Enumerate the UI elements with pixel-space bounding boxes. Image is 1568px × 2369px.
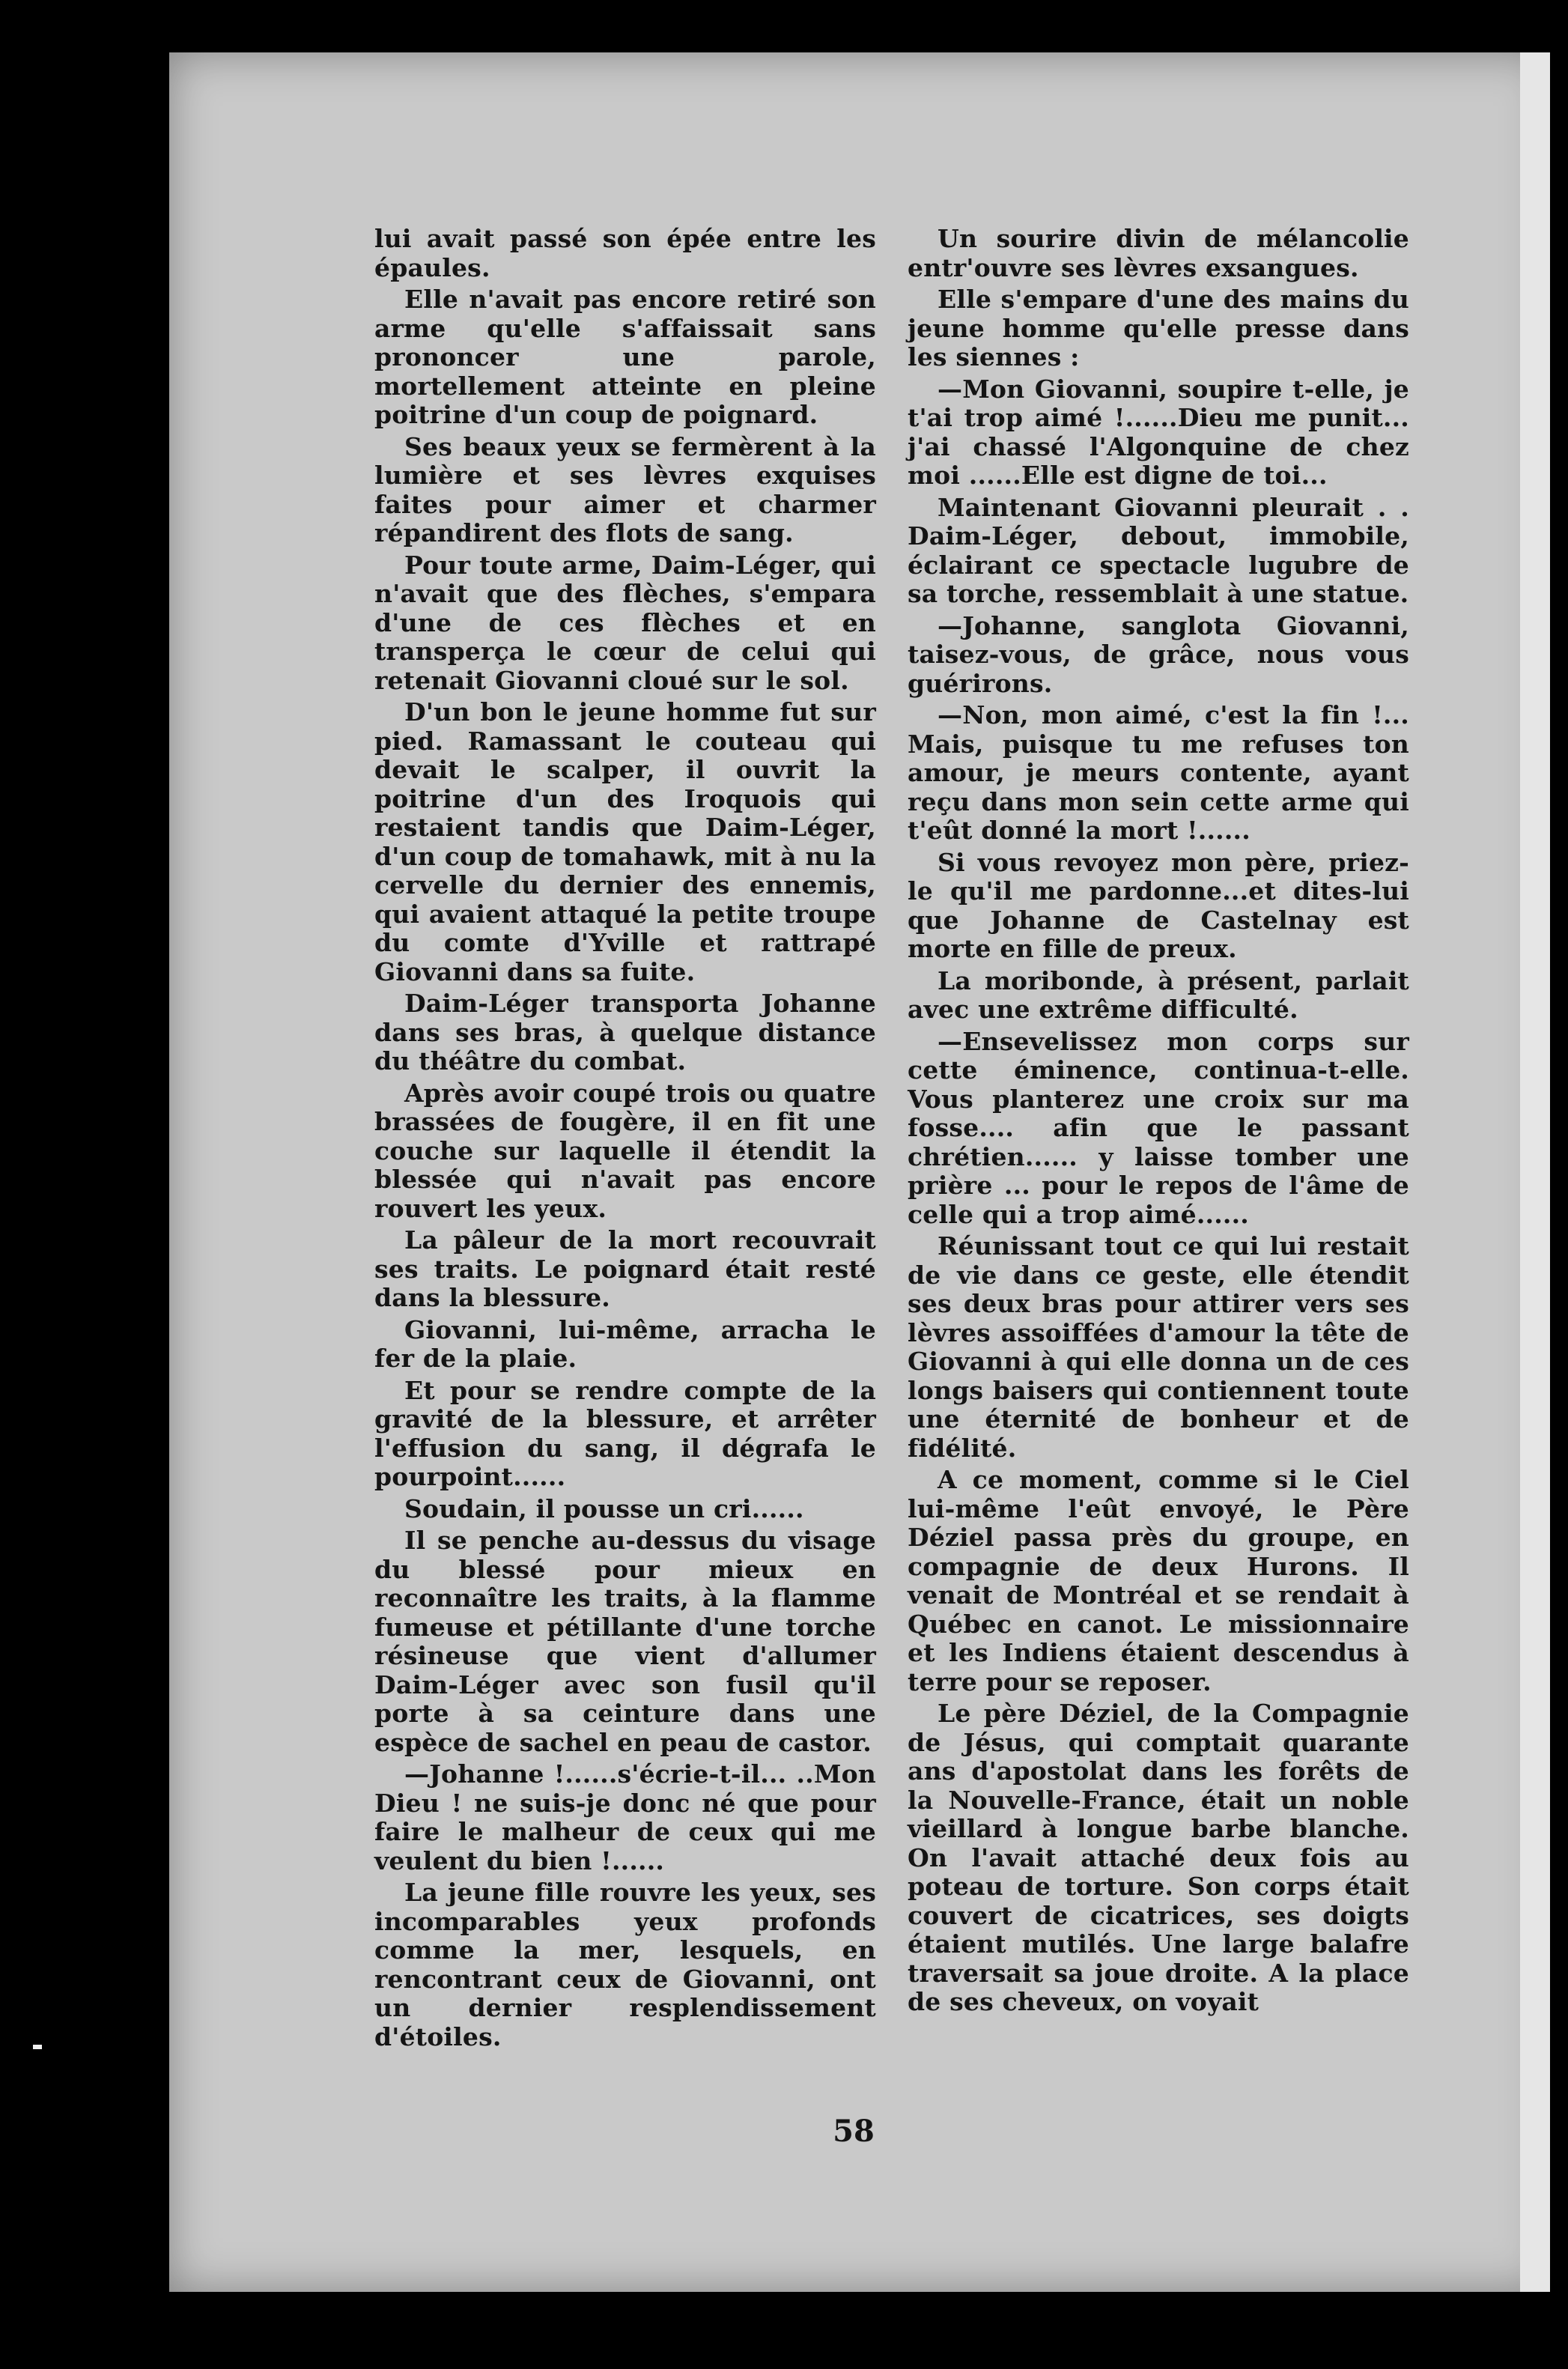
paragraph: D'un bon le jeune homme fut sur pied. Ramassant le couteau qui devait le scalper, il ouvrit la poitrine d'un des Iroquois qui restaient tandis que Daim-Léger, d'un coup de tomahawk, mit à nu la cervelle du dernier des ennemis, qui avaient attaqué la petite troupe du comte d'Yville et rattrapé Giovanni dans sa fuite. (374, 697, 876, 986)
paragraph: Pour toute arme, Daim-Léger, qui n'avait que des flèches, s'empara d'une de ces flèches et en transperça le cœur de celui qui retenait Giovanni cloué sur le sol. (374, 550, 876, 695)
paragraph: La jeune fille rouvre les yeux, ses incomparables yeux profonds comme la mer, lesquels, en rencontrant ceux de Giovanni, ont un dernier resplendissement d'étoiles. (374, 1878, 876, 2051)
paragraph: Il se penche au-dessus du visage du blessé pour mieux en reconnaître les traits, à la flamme fumeuse et pétillante d'une torche résineuse que vient d'allumer Daim-Léger avec son fusil qu'il porte à sa ceinture dans une espèce de sachel en peau de castor. (374, 1526, 876, 1757)
page-edge (1520, 52, 1550, 2292)
paragraph: —Ensevelissez mon corps sur cette éminence, continua-t-elle. Vous planterez une croix sur ma fosse.... afin que le passant chrétien...... y laisse tomber une prière ... pour le repos de l'âme de celle qui a trop aimé...... (908, 1026, 1409, 1229)
paragraph: Elle s'empare d'une des mains du jeune homme qu'elle presse dans les siennes : (908, 285, 1409, 371)
paragraph: Si vous revoyez mon père, priez-le qu'il me pardonne...et dites-lui que Johanne de Castelnay est morte en fille de preux. (908, 847, 1409, 963)
right-text-column (908, 225, 1409, 2020)
paragraph: A ce moment, comme si le Ciel lui-même l'eût envoyé, le Père Déziel passa près du groupe, en compagnie de deux Hurons. Il venait de Montréal et se rendait à Québec en canot. Le missionnaire et les Indiens étaient descendus à terre pour se reposer. (908, 1465, 1409, 1696)
paragraph: Maintenant Giovanni pleurait . . Daim-Léger, debout, immobile, éclairant ce spectacle lugubre de sa torche, ressemblait à une statue. (908, 492, 1409, 608)
paragraph: La pâleur de la mort recouvrait ses traits. Le poignard était resté dans la blessure. (374, 1225, 876, 1312)
scan-speck (33, 2045, 42, 2049)
paragraph: Réunissant tout ce qui lui restait de vie dans ce geste, elle étendit ses deux bras pour attirer vers ses lèvres assoiffées d'amour la tête de Giovanni à qui elle donna un de ces longs baisers qui contiennent toute une éternité de bonheur et de fidélité. (908, 1231, 1409, 1463)
paragraph: Et pour se rendre compte de la gravité de la blessure, et arrêter l'effusion du sang, il dégrafa le pourpoint...... (374, 1375, 876, 1491)
paragraph: —Johanne, sanglota Giovanni, taisez-vous, de grâce, nous vous guérirons. (908, 610, 1409, 698)
paragraph: —Non, mon aimé, c'est la fin !... Mais, puisque tu me refuses ton amour, je meurs contente, ayant reçu dans mon sein cette arme qui t'eût donné la mort !...... (908, 700, 1409, 845)
paragraph: Le père Déziel, de la Compagnie de Jésus, qui comptait quarante ans d'apostolat dans les forêts de la Nouvelle-France, était un noble vieillard à longue barbe blanche. On l'avait attaché deux fois au poteau de torture. Son corps était couvert de cicatrices, ses doigts étaient mutilés. Une large balafre traversait sa joue droite. A la place de ses cheveux, on voyait (908, 1699, 1409, 2016)
paragraph: La moribonde, à présent, parlait avec une extrême difficulté. (908, 965, 1409, 1024)
paragraph: Daim-Léger transporta Johanne dans ses bras, à quelque distance du théâtre du combat. (374, 989, 876, 1076)
paragraph: Un sourire divin de mélancolie entr'ouvre ses lèvres exsangues. (908, 224, 1409, 282)
paragraph: lui avait passé son épée entre les épaules. (374, 224, 876, 282)
paragraph: —Mon Giovanni, soupire t-elle, je t'ai trop aimé !......Dieu me punit... j'ai chassé l'Algonquine de chez moi ......Elle est digne de toi... (908, 374, 1409, 490)
paragraph: Soudain, il pousse un cri...... (404, 1493, 804, 1523)
left-text-column (374, 225, 876, 2054)
paragraph: Giovanni, lui-même, arracha le fer de la plaie. (374, 1314, 876, 1373)
page-number: 58 (833, 2114, 875, 2149)
paragraph: —Johanne !......s'écrie-t-il... ..Mon Dieu ! ne suis-je donc né que pour faire le malheur de ceux qui me veulent du bien !...... (374, 1759, 876, 1875)
paragraph: Elle n'avait pas encore retiré son arme qu'elle s'affaissait sans prononcer une parole, mortellement atteinte en pleine poitrine d'un coup de poignard. (374, 285, 876, 429)
paragraph: Après avoir coupé trois ou quatre brassées de fougère, il en fit une couche sur laquelle il étendit la blessée qui n'avait pas encore rouvert les yeux. (374, 1078, 876, 1223)
paragraph: Ses beaux yeux se fermèrent à la lumière et ses lèvres exquises faites pour aimer et charmer répandirent des flots de sang. (374, 431, 876, 547)
